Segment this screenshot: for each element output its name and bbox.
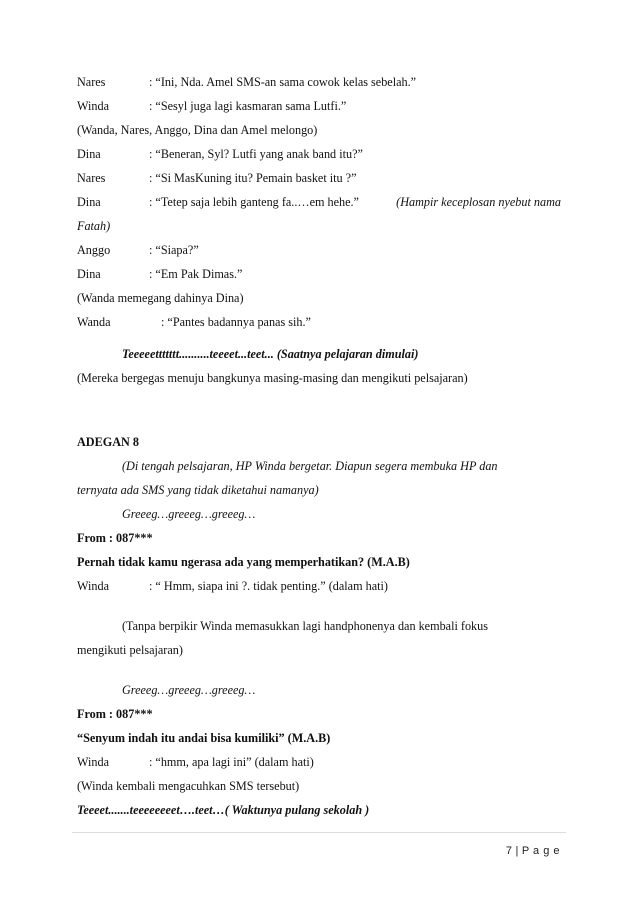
stage-direction: (Wanda memegang dahinya Dina) <box>77 291 244 305</box>
page-label: P a g e <box>521 845 560 857</box>
dialogue-text: : “Pantes badannya panas sih.” <box>161 315 311 329</box>
stage-direction: (Wanda, Nares, Anggo, Dina dan Amel melongo) <box>77 123 318 137</box>
dialogue-line <box>77 170 357 186</box>
dialogue-line <box>77 146 363 162</box>
sms-message: “Senyum indah itu andai bisa kumiliki” (M.A.B) <box>77 731 331 745</box>
speaker-name: Winda <box>77 579 109 593</box>
sms-message: Pernah tidak kamu ngerasa ada yang memperhatikan? (M.A.B) <box>77 555 410 569</box>
page-footer <box>506 845 560 857</box>
stage-direction-continued: Fatah) <box>77 219 111 233</box>
dialogue-text: : “hmm, apa lagi ini” (dalam hati) <box>149 755 314 769</box>
dialogue-line <box>77 242 199 258</box>
vibration-sound: Greeeg…greeeg…greeeg… <box>122 683 256 697</box>
speaker-name: Winda <box>77 755 109 769</box>
stage-direction-para-line1: (Tanpa berpikir Winda memasukkan lagi handphonenya dan kembali fokus <box>122 619 488 633</box>
stage-direction-para-line1: (Di tengah pelsajaran, HP Winda bergetar. Diapun segera membuka HP dan <box>122 459 498 473</box>
sms-from: From : 087*** <box>77 531 153 545</box>
dialogue-text: : “ Hmm, siapa ini ?. tidak penting.” (dalam hati) <box>149 579 388 593</box>
dialogue-text: : “Si MasKuning itu? Pemain basket itu ?” <box>149 171 357 185</box>
page-number: 7 <box>505 845 513 857</box>
bell-sound: Teeeeettttttt..........teeeet...teet... (Saatnya pelajaran dimulai) <box>122 347 419 361</box>
dialogue-line <box>77 98 346 114</box>
dialogue-line <box>77 314 311 330</box>
speaker-name: Wanda <box>77 315 111 329</box>
speaker-name: Dina <box>77 195 101 209</box>
dialogue-line <box>77 194 561 210</box>
dialogue-line <box>77 74 416 90</box>
dialogue-line <box>77 266 242 282</box>
scene-heading: ADEGAN 8 <box>77 435 139 449</box>
speaker-name: Dina <box>77 267 101 281</box>
vibration-sound: Greeeg…greeeg…greeeg… <box>122 507 256 521</box>
stage-direction: (Winda kembali mengacuhkan SMS tersebut) <box>77 779 300 793</box>
speaker-name: Nares <box>77 75 106 89</box>
dialogue-line <box>77 578 388 594</box>
bell-sound: Teeeet.......teeeeeeeet….teet…( Waktunya pulang sekolah ) <box>77 803 370 817</box>
footer-separator: | <box>515 845 519 857</box>
speaker-name: Winda <box>77 99 109 113</box>
stage-direction-inline: (Hampir keceplosan nyebut nama <box>396 195 561 209</box>
dialogue-text: : “Beneran, Syl? Lutfi yang anak band itu?” <box>149 147 363 161</box>
dialogue-text: : “Ini, Nda. Amel SMS-an sama cowok kelas sebelah.” <box>149 75 417 89</box>
dialogue-text: : “Tetep saja lebih ganteng fa..…em hehe.” <box>149 195 359 209</box>
dialogue-text: : “Sesyl juga lagi kasmaran sama Lutfi.” <box>149 99 347 113</box>
sms-from: From : 087*** <box>77 707 153 721</box>
stage-direction-para-line2: mengikuti pelsajaran) <box>77 643 183 657</box>
speaker-name: Dina <box>77 147 101 161</box>
stage-direction-para-line2: ternyata ada SMS yang tidak diketahui namanya) <box>77 483 319 497</box>
footer-divider <box>72 832 566 833</box>
speaker-name: Anggo <box>77 243 111 257</box>
dialogue-line <box>77 754 314 770</box>
dialogue-text: : “Em Pak Dimas.” <box>149 267 243 281</box>
dialogue-text: : “Siapa?” <box>149 243 199 257</box>
stage-direction: (Mereka bergegas menuju bangkunya masing-masing dan mengikuti pelsajaran) <box>77 371 468 385</box>
speaker-name: Nares <box>77 171 106 185</box>
